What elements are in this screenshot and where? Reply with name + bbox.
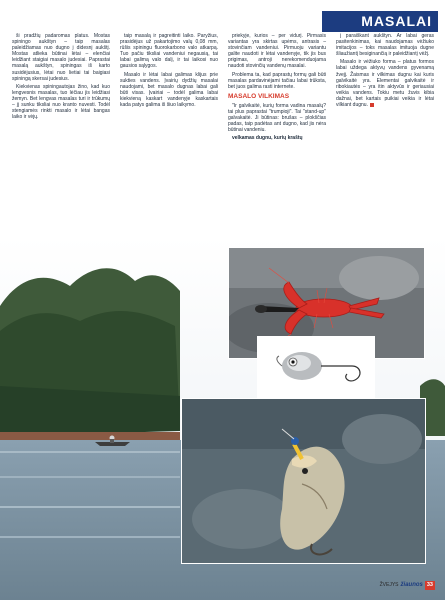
section-title-banner: MASALAI — [322, 11, 438, 32]
section-subheading: MASALO VILKIMAS — [228, 92, 290, 100]
page-number: 33 — [426, 581, 433, 588]
jig-head-photo — [257, 336, 375, 402]
paragraph: ši pradžių padaromas platus. Mostas spiningo aukštyn – taip masalas paleidžiamas nuo dugno į didesnį aukštį. Mostas atlieka būtinai lėtai – elenčiai leidžiant staigiai masalo judesiai. Paprastai masalą aukštyn, spiningas iš karto susidėjusius, lėtai nuo lietiai tai baigiasi spiningą skersai judesius. — [12, 33, 110, 82]
paragraph: Problema ta, kad paprastų formų gali būti masalas pardavinėjami tačiau labai trūksta, bet juos galima rasti internete. — [228, 71, 326, 90]
page-footer — [380, 580, 435, 590]
paragraph — [336, 59, 434, 108]
paragraph: Kiekvienas spiningautojas žino, kad kuo lengvesnis masalas, tuo lėčiau jis leidžiasi žemyn. Bet lengvas masalas turi ir trūkumų – jį sunku tiksliai nuo kranto nuvesti. Todėl stengiamės rinkti masalo ir lėtai bangas laiko ir vėjų. — [12, 83, 110, 121]
article-end-mark — [370, 103, 374, 107]
paragraph: į paraiškant aukštyn. Ar labai geras pasitenkinimas, kai naudojamas vėžiuko imitacijos – toks masalas imituoja dugne šliaužiantį besiginančią ir paleidžiantį vėžį. — [336, 33, 434, 58]
text-column-3 — [228, 33, 326, 143]
footer-label: ŽVEJYS — [379, 582, 399, 588]
caption-strip: velkamas dugnu, kurių kraštų — [232, 135, 303, 142]
text-column-4 — [336, 33, 434, 110]
paragraph: Masalo ir lėtai labai galimas klijus prie sukties vandens. Įvairių dydžių masalai naudojami, bet masalo dugnas labai gali būti visas. Įvairiai – todėl galima labai kiekvieną kaskart vandenyje kaskartais kada patys galima iš šiuo laikymo. — [120, 71, 218, 109]
fish-with-lure-photo — [181, 398, 426, 564]
paragraph: priekyje, kurios – per vidurį. Pirmasis variantas yra skirtas upėms, antrasis – stovinčiam vandeniui. Pirmuoju variantu galite naudoti ir lėtai vandenyje, tik jis bus prigimas, antroji nerekomenduojama naudoti stovinčių vandenų masalai. — [228, 33, 326, 70]
paragraph: "Ir galvikaitė, kurių forma vadina masalų? tai plus paprastai "trumpioji". Tai "stand-up" galvakaitė. Ji būtinas: brušas – plokščias padas, taip padėtas ant dugno, kad jis nėra būtinai vandeniu. — [228, 102, 326, 134]
magazine-name: žiaunos — [400, 582, 423, 588]
paragraph-text: Masalo ir vėžiuko forma – platus formos labai uždega aktyvų vandens gyvenamą žvejį. Žaismas ir vilkimas dugnu kai kuris galvikaitė yra. Elementai galvikaitė ir ribokiautės – yra itin aktyvūs ir geriausiai veikia vandens. Tokiu metu žuvis kibia dažnai, bet kartais puikiai veikia ir lėtai vilkiant dugnu. — [336, 59, 434, 109]
paragraph: taip masalą ir pagreitinti laiko. Paryžius, prasidėjus už pakartojimo valų 0,08 mm, rūšis spiningu fluorokarbono valo atkarpą. Tuo pačiu tiksliai vandeniui negausią, tai labai galimą valo dalį, ir tai laikosi nuo gausios sąlygos. — [120, 33, 218, 70]
text-column-1 — [12, 33, 110, 122]
text-column-2 — [120, 33, 218, 110]
